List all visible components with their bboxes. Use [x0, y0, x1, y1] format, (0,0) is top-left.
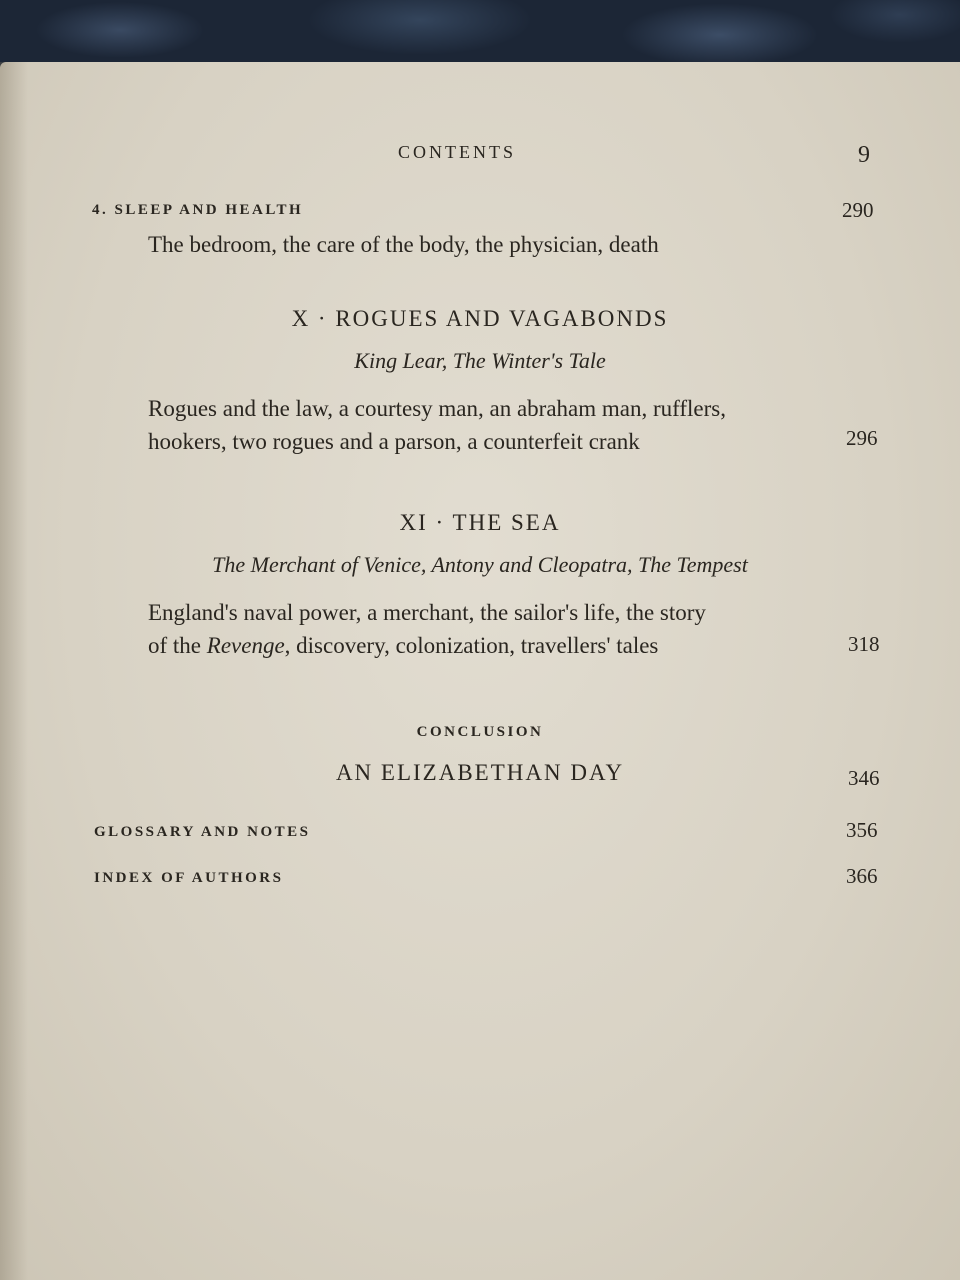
- back-matter-page-number: 366: [846, 864, 878, 888]
- chapter-description-line: England's naval power, a merchant, the sailor's life, the story: [148, 600, 706, 625]
- chapter-plays: The Merchant of Venice, Antony and Cleopatra, The Tempest: [212, 552, 748, 577]
- section-description: The bedroom, the care of the body, the physician, death: [148, 232, 659, 257]
- book-page: [0, 62, 960, 1280]
- page-folio: 9: [858, 142, 870, 168]
- chapter-title: X · ROGUES AND VAGABONDS: [291, 306, 669, 331]
- section-page-number: 290: [842, 198, 874, 222]
- description-text: , discovery, colonization, travellers' tales: [284, 633, 659, 658]
- back-matter-page-number: 356: [846, 818, 878, 842]
- chapter-page-number: 296: [846, 426, 878, 450]
- chapter-page-number: 318: [848, 632, 880, 656]
- chapter-description-line: Rogues and the law, a courtesy man, an abraham man, rufflers,: [148, 396, 726, 421]
- chapter-plays: King Lear, The Winter's Tale: [354, 348, 606, 373]
- chapter-title: XI · THE SEA: [399, 510, 561, 535]
- conclusion-title: AN ELIZABETHAN DAY: [335, 760, 625, 785]
- section-heading: 4. SLEEP AND HEALTH: [92, 202, 304, 218]
- running-head: CONTENTS: [398, 142, 516, 162]
- description-text: of the: [148, 633, 207, 658]
- chapter-description-line: hookers, two rogues and a parson, a counterfeit crank: [148, 429, 640, 454]
- conclusion-page-number: 346: [848, 766, 880, 790]
- back-matter-label: INDEX OF AUTHORS: [94, 870, 284, 886]
- back-matter-label: GLOSSARY AND NOTES: [94, 824, 311, 840]
- ship-name: Revenge: [206, 633, 285, 658]
- conclusion-label: CONCLUSION: [416, 724, 544, 740]
- chapter-description-line: [148, 629, 658, 662]
